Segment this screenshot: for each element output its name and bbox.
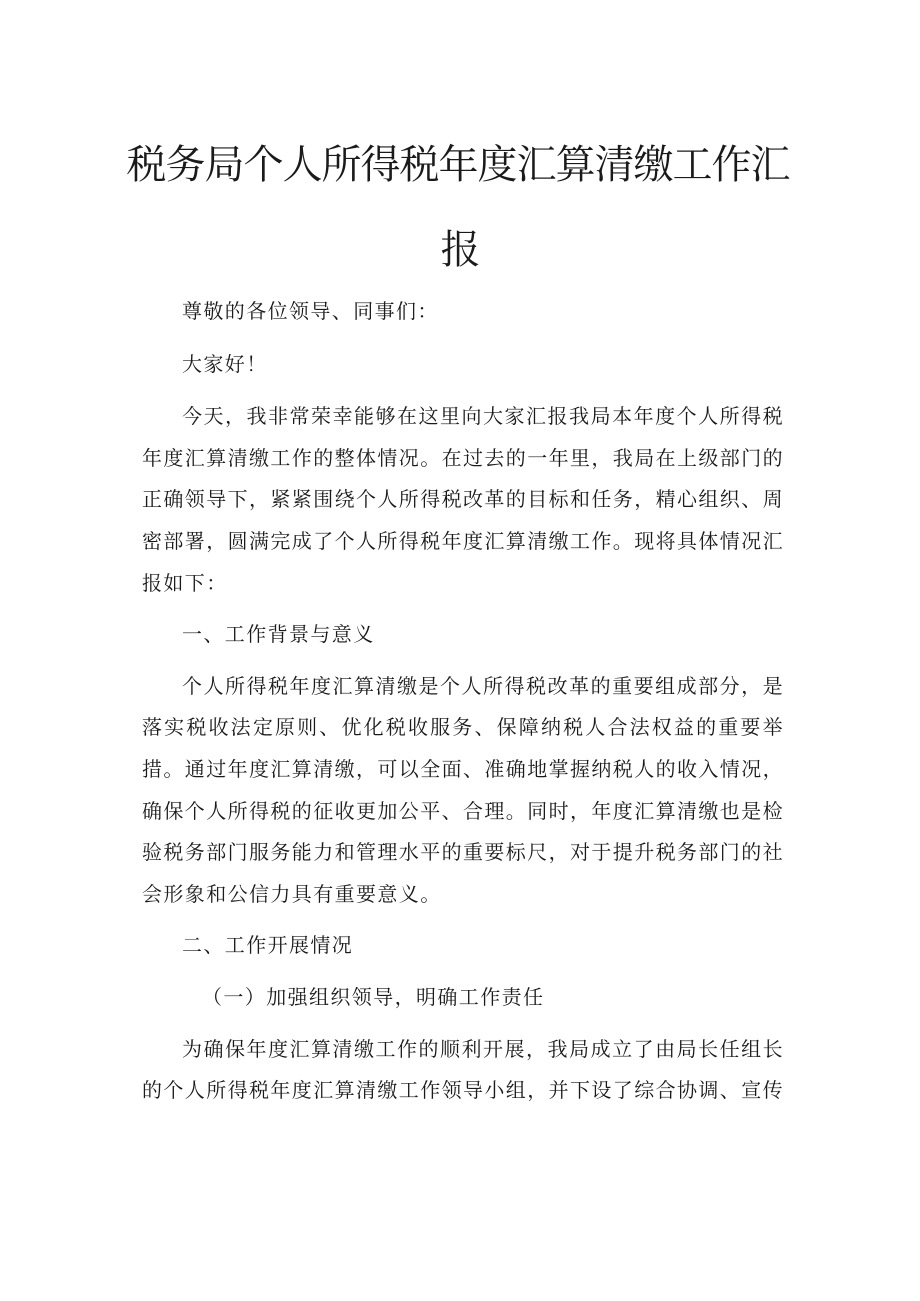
- section-2-heading: 二、工作开展情况: [182, 933, 354, 958]
- section-1-paragraph: 个人所得税年度汇算清缴是个人所得税改革的重要组成部分，是落实税收法定原则、优化税收服务、保障纳税人合法权益的重要举措。通过年度汇算清缴，可以全面、准确地掌握纳税人的收入情况，确保个人所得税的征收更加公平、合理。同时，年度汇算清缴也是检验税务部门服务能力和管理水平的重要标尺，对于提升税务部门的社会形象和公信力具有重要意义。: [142, 673, 784, 906]
- greeting: 大家好！: [182, 351, 268, 376]
- document-title-line-1: 税务局个人所得税年度汇算清缴工作汇: [126, 142, 790, 188]
- document-body: [142, 291, 784, 1122]
- section-2-subheading-1: （一）加强组织领导，明确工作责任: [202, 984, 545, 1009]
- intro-paragraph: 今天，我非常荣幸能够在这里向大家汇报我局本年度个人所得税年度汇算清缴工作的整体情况。在过去的一年里，我局在上级部门的正确领导下，紧紧围绕个人所得税改革的目标和任务，精心组织、周密部署，圆满完成了个人所得税年度汇算清缴工作。现将具体情况汇报如下：: [142, 404, 784, 595]
- section-2-sub-1-paragraph: 为确保年度汇算清缴工作的顺利开展，我局成立了由局长任组长的个人所得税年度汇算清缴工作领导小组，并下设了综合协调、宣传: [142, 1036, 784, 1103]
- salutation: 尊敬的各位领导、同事们：: [182, 299, 439, 323]
- document-title-line-2: 报: [440, 227, 480, 273]
- section-1-heading: 一、工作背景与意义: [182, 622, 375, 647]
